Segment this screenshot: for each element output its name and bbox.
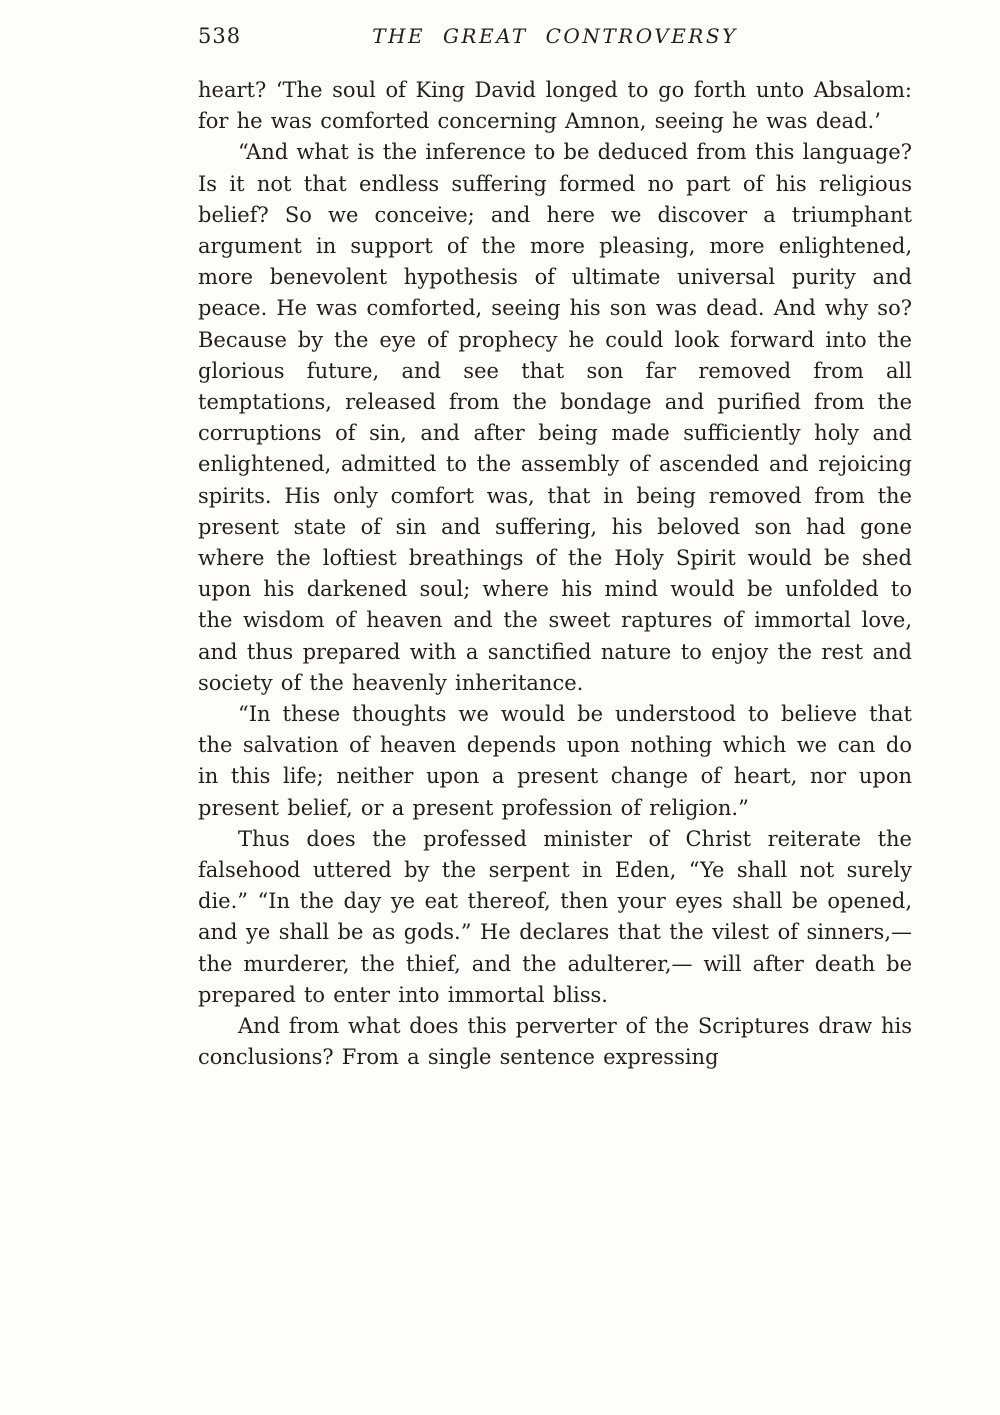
running-header [198,22,912,58]
running-header-title: THE GREAT CONTROVERSY [372,24,738,48]
paragraph: Thus does the professed minister of Christ reiterate the falsehood uttered by the serpent in Eden, “Ye shall not surely die.” “In the day ye eat thereof, then your eyes shall be opened, and ye shall be as gods.” He declares that the vilest of sinners,— the murderer, the thief, and the adulterer,— will after death be prepared to enter into immortal bliss. [198,826,912,1007]
paragraph: “In these thoughts we would be understood to believe that the salvation of heaven depends upon nothing which we can do in this life; neither upon a present change of heart, nor upon present belief, or a present profession of religion.” [198,702,912,820]
page-number: 538 [198,24,242,48]
paragraph: “And what is the inference to be deduced from this language? Is it not that endless suffering formed no part of his religious belief? So we conceive; and here we discover a triumphant argument in support of the more pleasing, more enlightened, more benevolent hypothesis of ultimate universal purity and peace. He was comforted, seeing his son was dead. And why so? Because by the eye of prophecy he could look forward into the glorious future, and see that son far removed from all temptations, released from the bondage and purified from the corruptions of sin, and after being made sufficiently holy and enlightened, admitted to the assembly of ascended and rejoicing spirits. His only comfort was, that in being removed from the present state of sin and suffering, his beloved son had gone where the loftiest breathings of the Holy Spirit would be shed upon his darkened soul; where his mind would be unfolded to the wisdom of heaven and the sweet raptures of immortal love, and thus prepared with a sanctified nature to enjoy the rest and society of the heavenly inheritance. [198,140,912,695]
paragraph: heart? ‘The soul of King David longed to go forth unto Absalom: for he was comforted concerning Amnon, seeing he was dead.’ [198,78,912,134]
page-content [198,22,912,1074]
page-text [198,75,912,1074]
paragraph: And from what does this perverter of the Scriptures draw his conclusions? From a single sentence expressing [198,1014,912,1070]
